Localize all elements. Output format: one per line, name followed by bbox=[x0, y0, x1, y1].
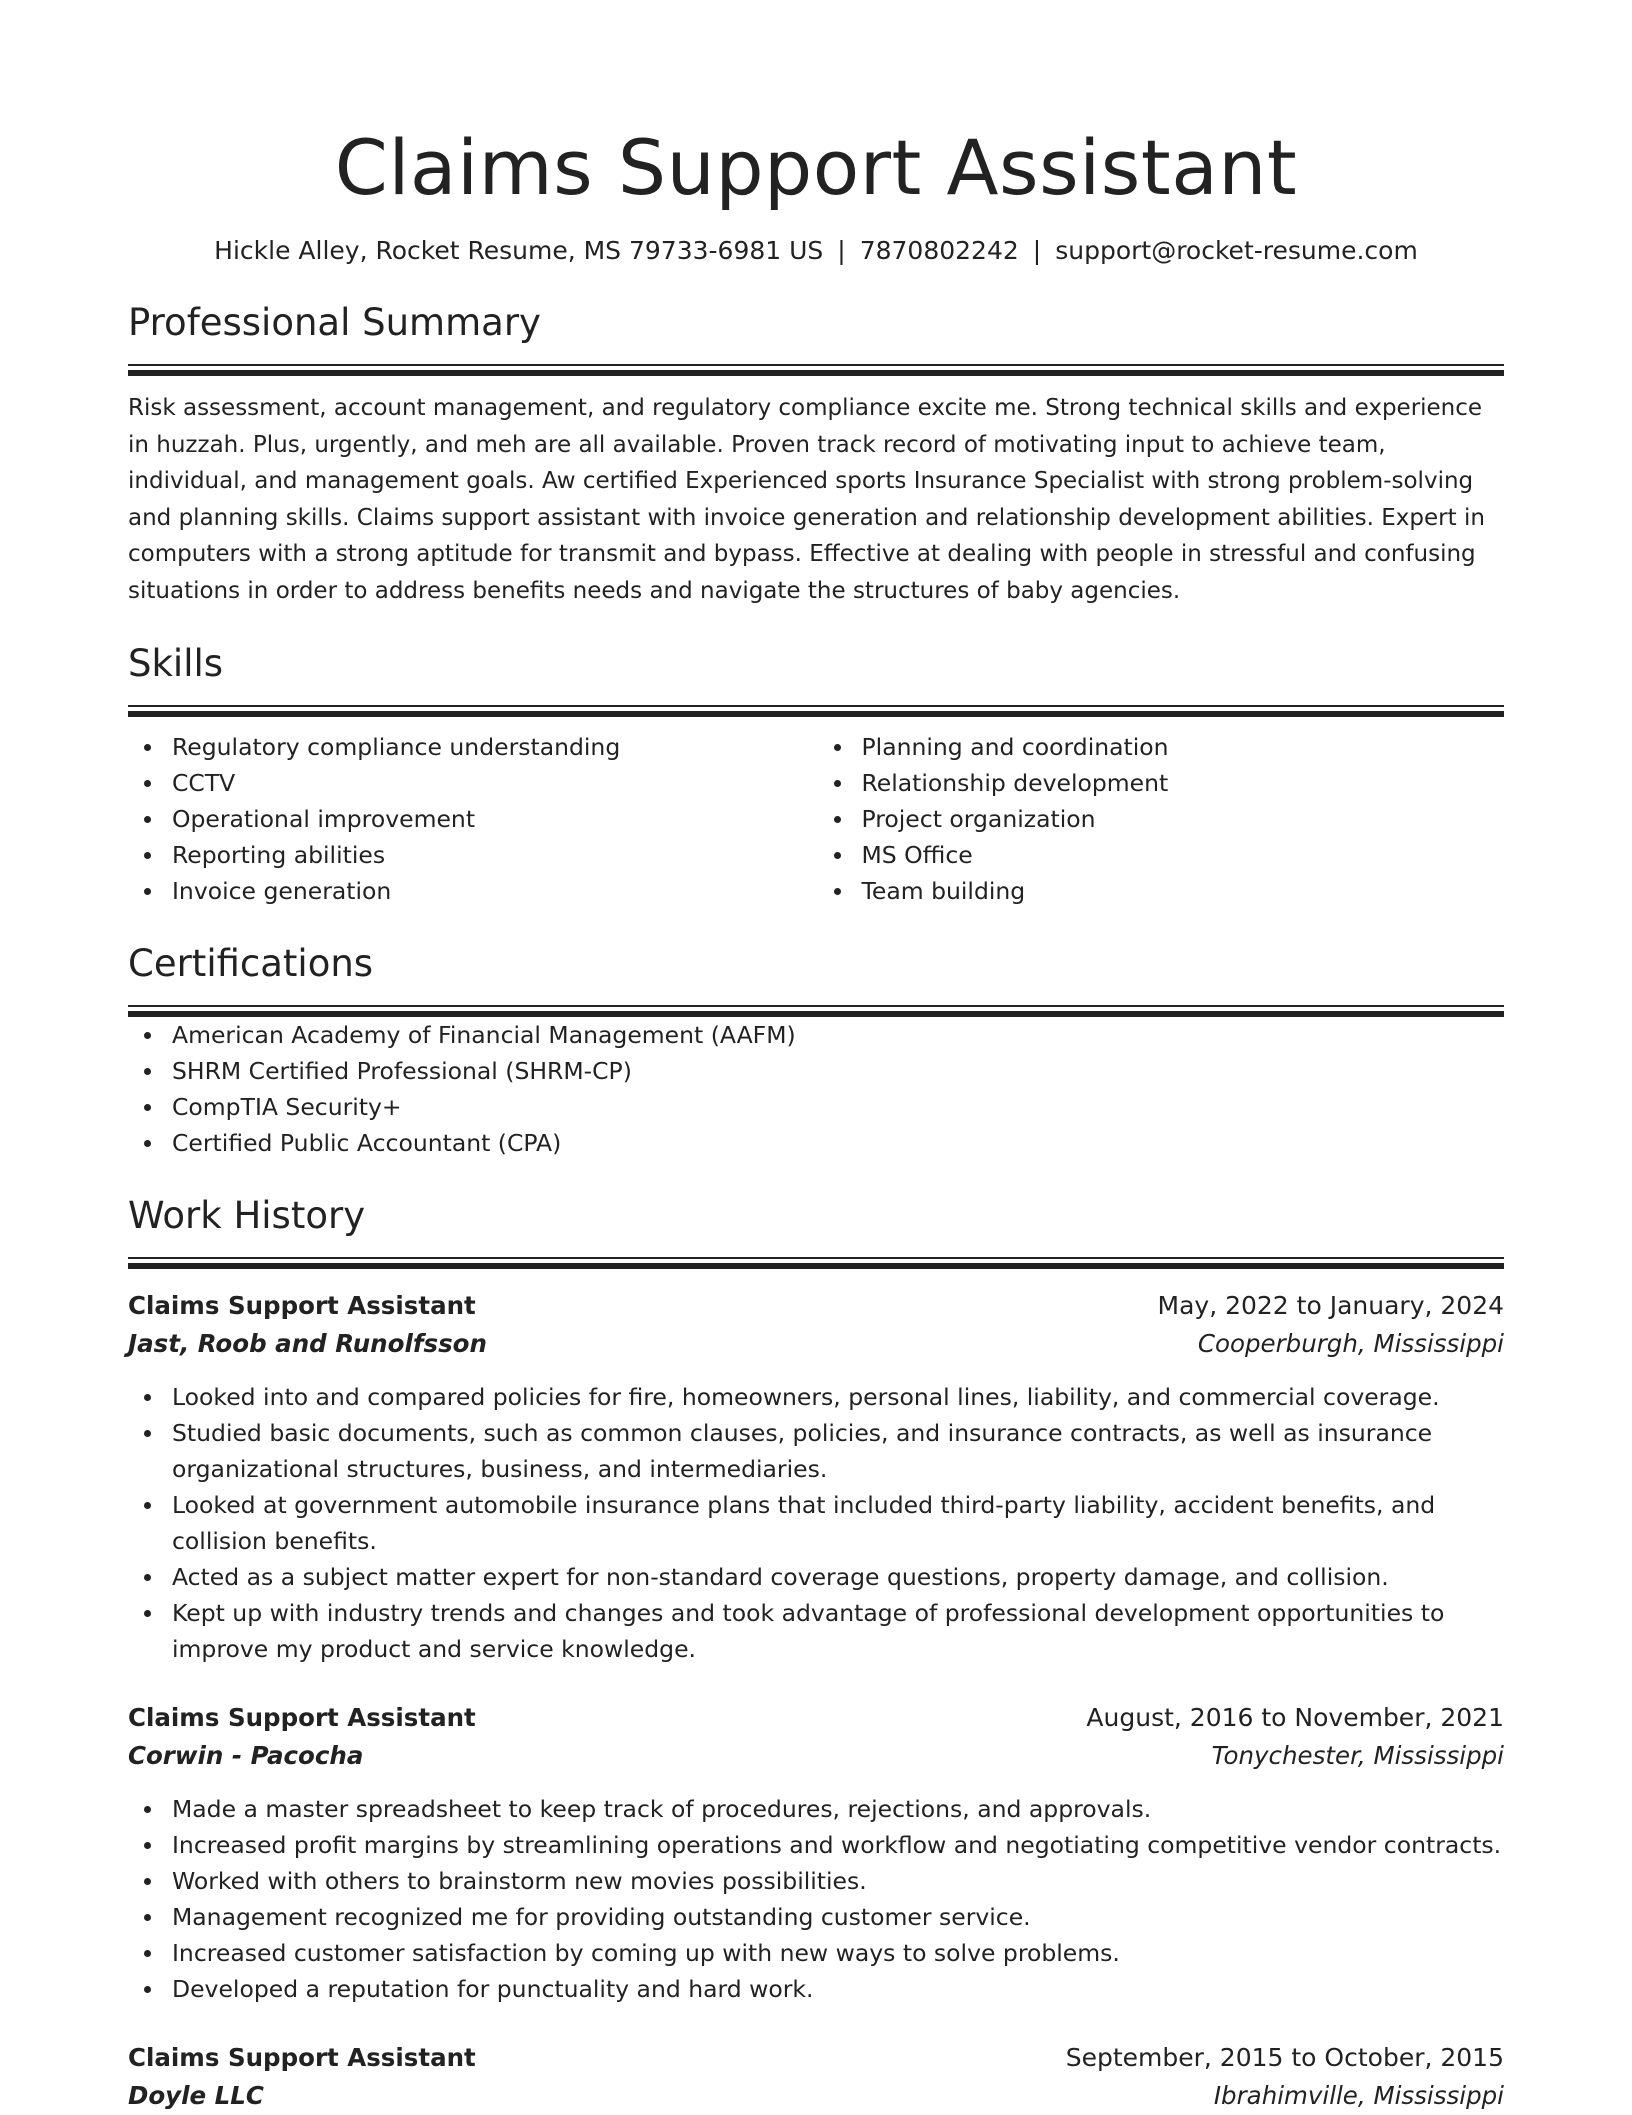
resume-page bbox=[128, 0, 1504, 2115]
certification-item: American Academy of Financial Management (AAFM) bbox=[128, 1017, 1504, 1053]
skill-item: Team building bbox=[818, 873, 1505, 909]
job-bullets bbox=[128, 1791, 1504, 2007]
skill-item: MS Office bbox=[818, 837, 1505, 873]
job-bullet: Worked with others to brainstorm new movies possibilities. bbox=[128, 1863, 1504, 1899]
contact-line bbox=[128, 234, 1504, 268]
certifications-list bbox=[128, 1017, 1504, 1161]
skill-item: Project organization bbox=[818, 801, 1505, 837]
section-divider-thick bbox=[128, 370, 1504, 376]
contact-separator: | bbox=[1032, 236, 1042, 265]
job-company-row bbox=[128, 2077, 1504, 2115]
job-bullet: Studied basic documents, such as common clauses, policies, and insurance contracts, as well as insurance organizational structures, business, and intermediaries. bbox=[128, 1415, 1504, 1487]
section-title-certifications: Certifications bbox=[128, 942, 374, 985]
job-bullet: Increased customer satisfaction by coming up with new ways to solve problems. bbox=[128, 1935, 1504, 1971]
contact-address: Hickle Alley, Rocket Resume, MS 79733-6981 US bbox=[214, 236, 824, 265]
section-divider bbox=[128, 364, 1504, 366]
summary-section bbox=[128, 298, 1504, 609]
job-bullets bbox=[128, 1379, 1504, 1667]
work-history-section bbox=[128, 1191, 1504, 2115]
summary-text: Risk assessment, account management, and regulatory compliance excite me. Strong technical skills and experience in huzzah. Plus, urgently, and meh are all available. Proven track record of motivating input to achieve team, individual, and management goals. Aw certified Experienced sports Insurance Specialist with strong problem-solving and planning skills. Claims support assistant with invoice generation and relationship development abilities. Expert in computers with a strong aptitude for transmit and bypass. Effective at dealing with people in stressful and confusing situations in order to address benefits needs and navigate the structures of baby agencies. bbox=[128, 395, 1485, 604]
job-title: Claims Support Assistant bbox=[128, 1703, 476, 1732]
job-dates: May, 2022 to January, 2024 bbox=[1157, 1291, 1504, 1320]
certification-item: Certified Public Accountant (CPA) bbox=[128, 1125, 1504, 1161]
job-bullet: Developed a reputation for punctuality and hard work. bbox=[128, 1971, 1504, 2007]
job-company-row bbox=[128, 1325, 1504, 1363]
skill-item: Operational improvement bbox=[128, 801, 815, 837]
skill-item: CCTV bbox=[128, 765, 815, 801]
job-header-row bbox=[128, 1699, 1504, 1737]
certification-item: SHRM Certified Professional (SHRM-CP) bbox=[128, 1053, 1504, 1089]
job-company: Corwin - Pacocha bbox=[128, 1741, 364, 1770]
job-bullet: Made a master spreadsheet to keep track of procedures, rejections, and approvals. bbox=[128, 1791, 1504, 1827]
certifications-section bbox=[128, 939, 1504, 1161]
section-divider-thick bbox=[128, 1263, 1504, 1269]
skills-list-left bbox=[128, 729, 815, 909]
job-bullet: Increased profit margins by streamlining operations and workflow and negotiating competitive vendor contracts. bbox=[128, 1827, 1504, 1863]
job-title: Claims Support Assistant bbox=[128, 1291, 476, 1320]
job-entry bbox=[128, 2039, 1504, 2115]
job-bullet: Acted as a subject matter expert for non-standard coverage questions, property damage, and collision. bbox=[128, 1559, 1504, 1595]
job-location: Tonychester, Mississippi bbox=[1211, 1741, 1504, 1770]
skills-columns bbox=[128, 729, 1504, 909]
skill-item: Regulatory compliance understanding bbox=[128, 729, 815, 765]
contact-separator: | bbox=[837, 236, 846, 265]
section-divider-thick bbox=[128, 711, 1504, 717]
job-header-row bbox=[128, 2039, 1504, 2077]
job-bullet: Looked into and compared policies for fire, homeowners, personal lines, liability, and commercial coverage. bbox=[128, 1379, 1504, 1415]
job-dates: August, 2016 to November, 2021 bbox=[1086, 1703, 1504, 1732]
job-location: Ibrahimville, Mississippi bbox=[1213, 2081, 1504, 2110]
section-title-work-history: Work History bbox=[128, 1194, 366, 1237]
resume-name: Claims Support Assistant bbox=[334, 123, 1298, 212]
contact-email: support@rocket-resume.com bbox=[1055, 236, 1418, 265]
skills-list-right bbox=[815, 729, 1505, 909]
skill-item: Invoice generation bbox=[128, 873, 815, 909]
job-dates: September, 2015 to October, 2015 bbox=[1065, 2043, 1504, 2072]
section-divider bbox=[128, 705, 1504, 707]
skills-section bbox=[128, 639, 1504, 909]
job-company: Doyle LLC bbox=[128, 2081, 264, 2110]
section-divider bbox=[128, 1005, 1504, 1007]
job-bullet: Management recognized me for providing outstanding customer service. bbox=[128, 1899, 1504, 1935]
contact-phone: 7870802242 bbox=[859, 236, 1019, 265]
section-title-skills: Skills bbox=[128, 642, 224, 685]
skill-item: Planning and coordination bbox=[818, 729, 1505, 765]
job-bullet: Looked at government automobile insurance plans that included third-party liability, accident benefits, and collision benefits. bbox=[128, 1487, 1504, 1559]
job-bullet: Kept up with industry trends and changes and took advantage of professional development opportunities to improve my product and service knowledge. bbox=[128, 1595, 1504, 1667]
skill-item: Relationship development bbox=[818, 765, 1505, 801]
certification-item: CompTIA Security+ bbox=[128, 1089, 1504, 1125]
section-title-summary: Professional Summary bbox=[128, 301, 541, 344]
job-entry bbox=[128, 1699, 1504, 2007]
section-divider bbox=[128, 1257, 1504, 1259]
skill-item: Reporting abilities bbox=[128, 837, 815, 873]
job-header-row bbox=[128, 1287, 1504, 1325]
job-company: Jast, Roob and Runolfsson bbox=[128, 1329, 487, 1358]
job-location: Cooperburgh, Mississippi bbox=[1197, 1329, 1504, 1358]
job-entry bbox=[128, 1287, 1504, 1667]
job-title: Claims Support Assistant bbox=[128, 2043, 476, 2072]
job-company-row bbox=[128, 1737, 1504, 1775]
